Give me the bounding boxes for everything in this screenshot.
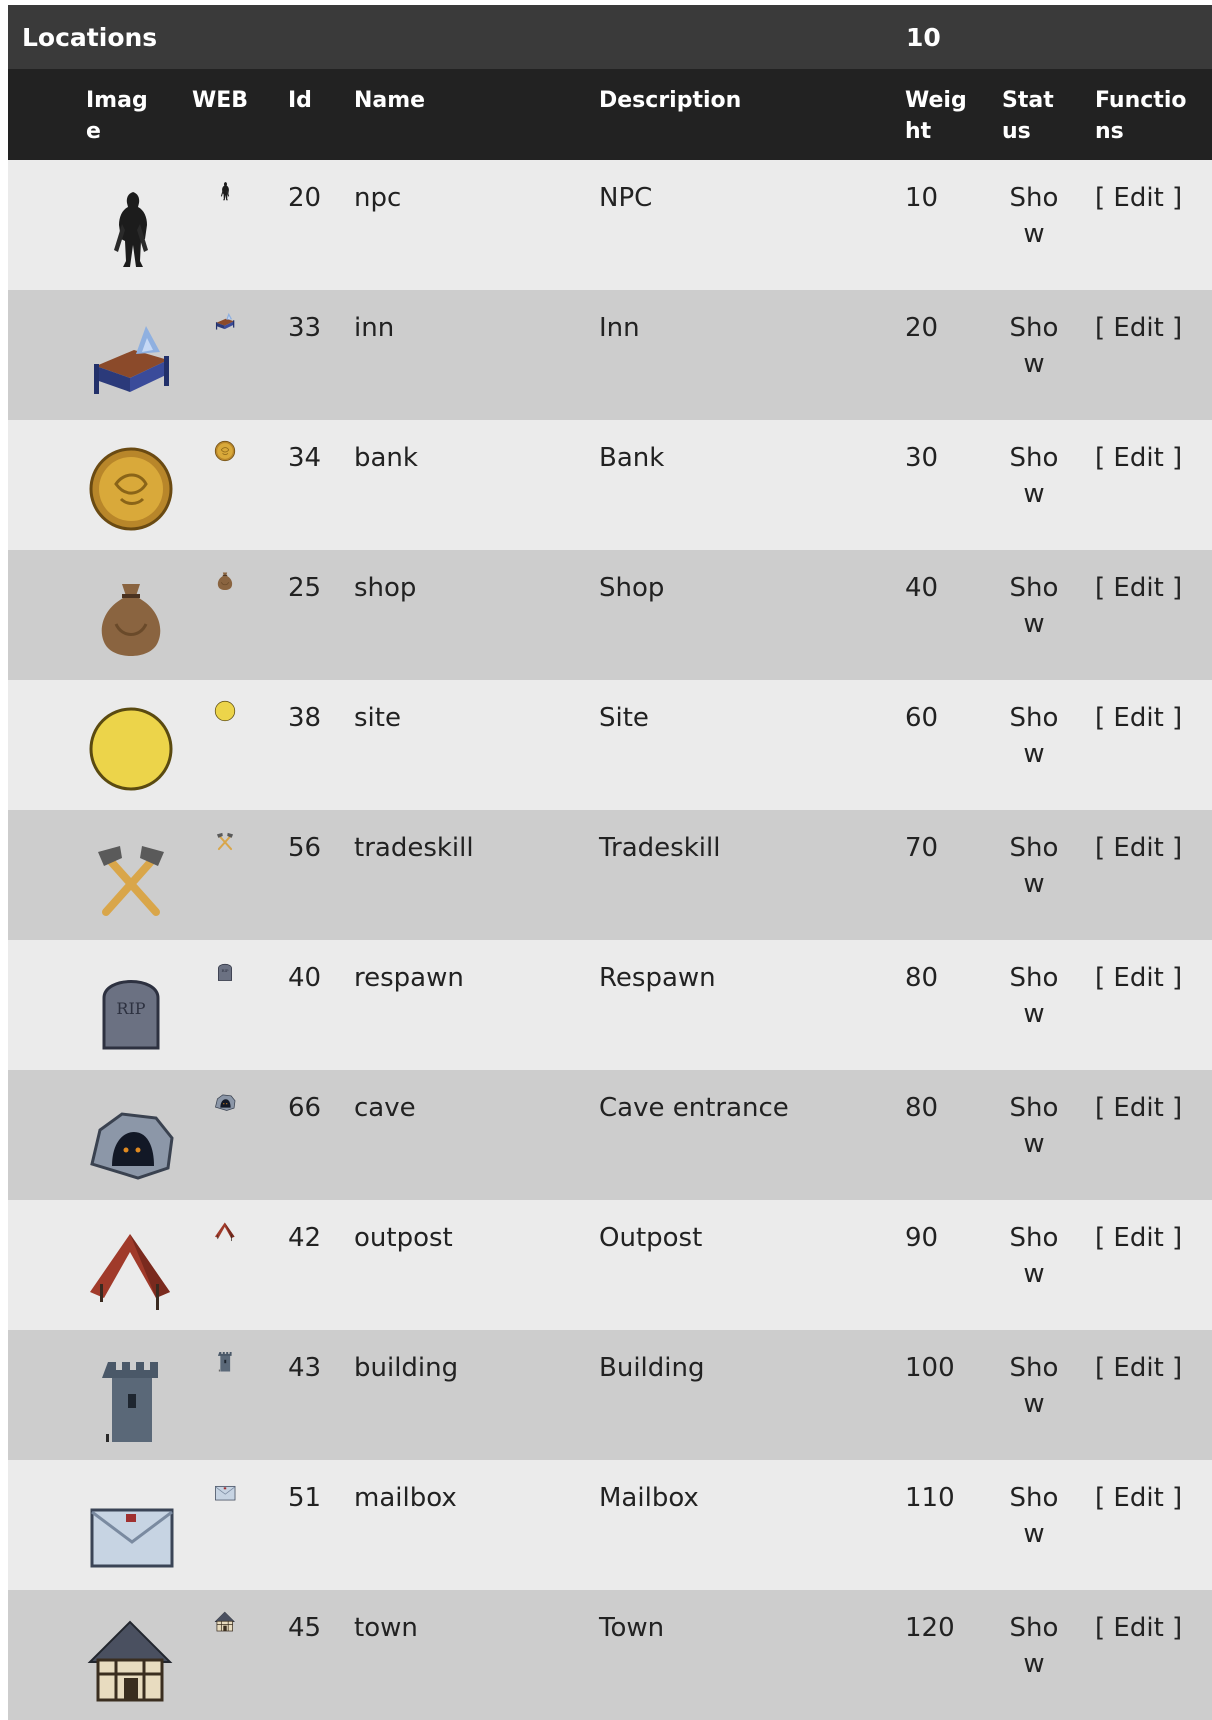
cell-name: mailbox — [354, 1483, 457, 1513]
edit-link[interactable]: [ Edit ] — [1095, 313, 1183, 343]
edit-link[interactable]: [ Edit ] — [1095, 1613, 1183, 1643]
cell-status: Sho w — [1009, 703, 1059, 769]
cell-weight: 40 — [905, 573, 939, 603]
building-icon — [86, 1354, 176, 1444]
cell-status: Sho w — [1009, 1093, 1059, 1159]
svg-text:RIP: RIP — [116, 999, 146, 1018]
cell-description: Site — [599, 703, 649, 733]
cell-id: 25 — [288, 573, 322, 603]
table-row — [8, 940, 1212, 1070]
cell-status: Sho w — [1009, 183, 1059, 249]
cell-status: Sho w — [1009, 313, 1059, 379]
panel-title-bar — [8, 5, 1212, 69]
cell-name: site — [354, 703, 401, 733]
column-header-weight[interactable]: Weig ht — [905, 88, 967, 144]
town-web-icon — [214, 1610, 236, 1632]
cell-description: Town — [599, 1613, 665, 1643]
cell-name: town — [354, 1613, 418, 1643]
column-header-description[interactable]: Description — [599, 88, 742, 113]
bank-web-icon — [214, 440, 236, 462]
edit-link[interactable]: [ Edit ] — [1095, 833, 1183, 863]
cell-name: inn — [354, 313, 395, 343]
table-row — [8, 1200, 1212, 1330]
cell-weight: 110 — [905, 1483, 955, 1513]
table-row — [8, 160, 1212, 290]
edit-link[interactable]: [ Edit ] — [1095, 1093, 1183, 1123]
town-icon — [86, 1614, 176, 1704]
cell-weight: 80 — [905, 963, 939, 993]
column-header-web[interactable]: WEB — [192, 88, 249, 113]
cell-description: Shop — [599, 573, 665, 603]
site-icon — [86, 704, 176, 794]
outpost-web-icon — [214, 1220, 236, 1242]
cell-id: 20 — [288, 183, 322, 213]
edit-link[interactable]: [ Edit ] — [1095, 703, 1183, 733]
shop-web-icon — [214, 570, 236, 592]
respawn-web-icon — [214, 960, 236, 982]
tradeskill-icon — [86, 834, 176, 924]
cell-status: Sho w — [1009, 963, 1059, 1029]
cell-description: Tradeskill — [599, 833, 721, 863]
edit-link[interactable]: [ Edit ] — [1095, 1483, 1183, 1513]
cell-description: Outpost — [599, 1223, 703, 1253]
cell-name: building — [354, 1353, 459, 1383]
cell-weight: 60 — [905, 703, 939, 733]
table-row — [8, 1590, 1212, 1720]
edit-link[interactable]: [ Edit ] — [1095, 963, 1183, 993]
respawn-icon — [86, 964, 176, 1054]
cell-weight: 30 — [905, 443, 939, 473]
cell-name: bank — [354, 443, 418, 473]
table-row — [8, 810, 1212, 940]
table-row — [8, 680, 1212, 810]
cell-id: 34 — [288, 443, 322, 473]
mailbox-web-icon — [214, 1480, 236, 1502]
column-header-id[interactable]: Id — [288, 88, 312, 113]
mailbox-icon — [86, 1484, 176, 1574]
cell-id: 40 — [288, 963, 322, 993]
cell-status: Sho w — [1009, 1613, 1059, 1679]
inn-icon — [86, 314, 176, 404]
cell-description: Respawn — [599, 963, 716, 993]
cell-weight: 90 — [905, 1223, 939, 1253]
cell-description: Cave entrance — [599, 1093, 789, 1123]
cell-weight: 20 — [905, 313, 939, 343]
npc-icon — [86, 184, 176, 274]
cell-description: Bank — [599, 443, 665, 473]
cell-status: Sho w — [1009, 833, 1059, 899]
table-row — [8, 550, 1212, 680]
cell-name: tradeskill — [354, 833, 474, 863]
inn-web-icon — [214, 310, 236, 332]
edit-link[interactable]: [ Edit ] — [1095, 443, 1183, 473]
table-row — [8, 1330, 1212, 1460]
cell-description: Mailbox — [599, 1483, 699, 1513]
locations-table-body — [8, 160, 1212, 1720]
cell-id: 43 — [288, 1353, 322, 1383]
cell-name: shop — [354, 573, 417, 603]
column-header-image[interactable]: Imag e — [86, 88, 148, 144]
cell-name: respawn — [354, 963, 464, 993]
cell-id: 38 — [288, 703, 322, 733]
cell-description: NPC — [599, 183, 653, 213]
cell-weight: 70 — [905, 833, 939, 863]
panel-count: 10 — [906, 23, 941, 52]
cell-status: Sho w — [1009, 1223, 1059, 1289]
cell-weight: 100 — [905, 1353, 955, 1383]
tradeskill-web-icon — [214, 830, 236, 852]
edit-link[interactable]: [ Edit ] — [1095, 183, 1183, 213]
building-web-icon — [214, 1350, 236, 1372]
table-row — [8, 420, 1212, 550]
outpost-icon — [86, 1224, 176, 1314]
edit-link[interactable]: [ Edit ] — [1095, 573, 1183, 603]
cell-id: 42 — [288, 1223, 322, 1253]
table-row — [8, 1070, 1212, 1200]
cell-id: 45 — [288, 1613, 322, 1643]
cell-weight: 10 — [905, 183, 939, 213]
cave-web-icon — [214, 1090, 236, 1112]
npc-web-icon — [214, 180, 236, 202]
edit-link[interactable]: [ Edit ] — [1095, 1353, 1183, 1383]
site-web-icon — [214, 700, 236, 722]
cell-id: 56 — [288, 833, 322, 863]
cell-id: 66 — [288, 1093, 322, 1123]
column-header-functions[interactable]: Functio ns — [1095, 88, 1187, 144]
table-row — [8, 290, 1212, 420]
cell-status: Sho w — [1009, 1483, 1059, 1549]
cell-status: Sho w — [1009, 573, 1059, 639]
table-row — [8, 1460, 1212, 1590]
cell-status: Sho w — [1009, 443, 1059, 509]
cell-id: 33 — [288, 313, 322, 343]
locations-panel — [8, 5, 1212, 1720]
panel-title: Locations — [22, 23, 158, 52]
column-header-status[interactable]: Stat us — [1002, 88, 1054, 144]
column-header-name[interactable]: Name — [354, 88, 426, 113]
cell-weight: 80 — [905, 1093, 939, 1123]
shop-icon — [86, 574, 176, 664]
cell-status: Sho w — [1009, 1353, 1059, 1419]
cell-name: cave — [354, 1093, 416, 1123]
svg-text:RIP: RIP — [221, 968, 229, 974]
cell-description: Inn — [599, 313, 640, 343]
edit-link[interactable]: [ Edit ] — [1095, 1223, 1183, 1253]
cell-name: outpost — [354, 1223, 453, 1253]
bank-icon — [86, 444, 176, 534]
table-header — [8, 69, 1212, 160]
cell-description: Building — [599, 1353, 705, 1383]
cell-id: 51 — [288, 1483, 322, 1513]
cave-icon — [86, 1094, 176, 1184]
cell-name: npc — [354, 183, 402, 213]
cell-weight: 120 — [905, 1613, 955, 1643]
